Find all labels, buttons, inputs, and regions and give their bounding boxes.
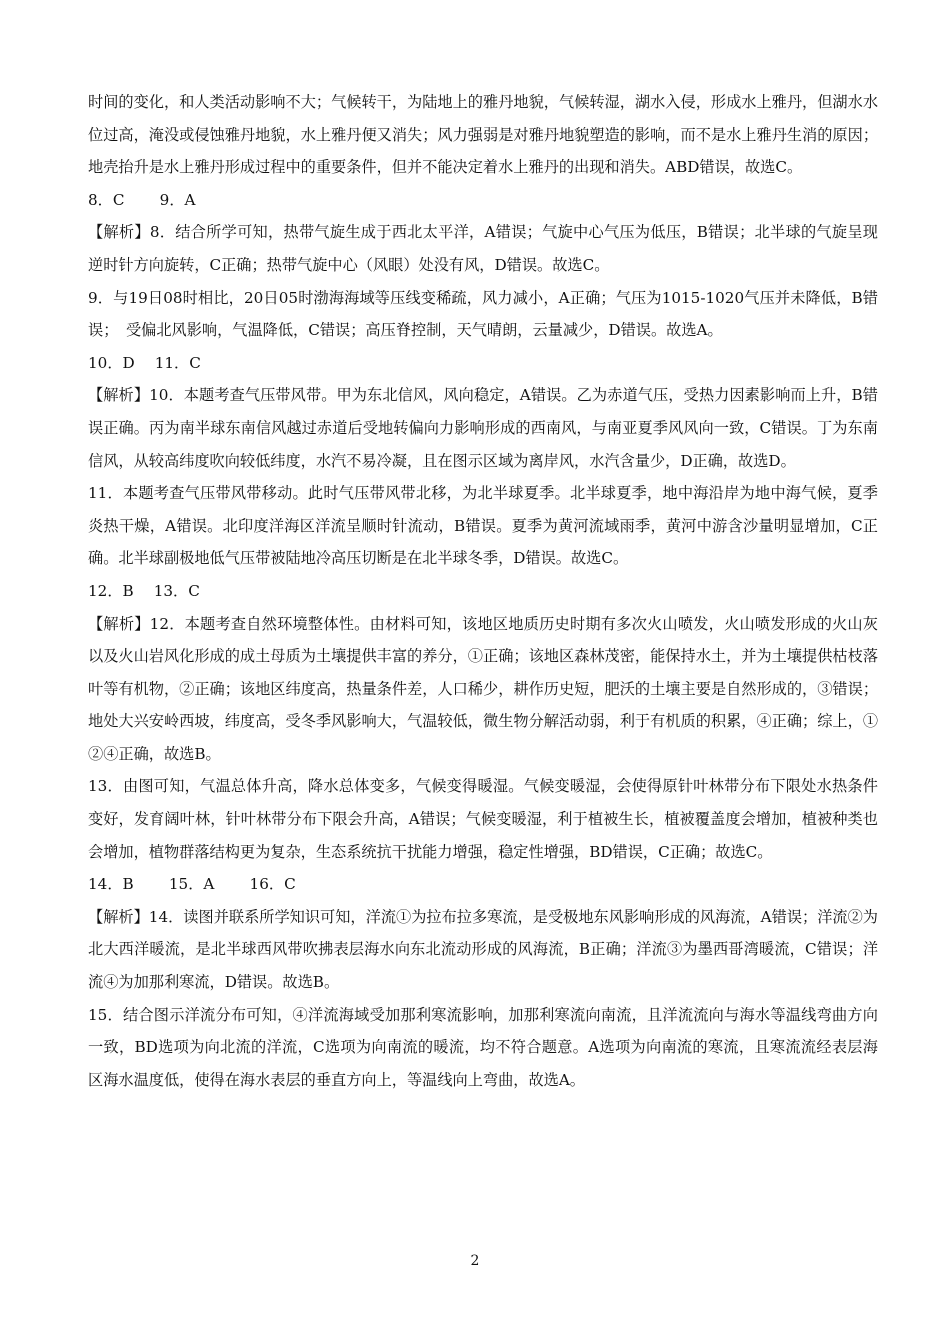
- answer-line-10-11: 10．D 11．C: [88, 353, 201, 372]
- paragraph-analysis-15: 15．结合图示洋流分布可知，④洋流海域受加那利寒流影响，加那利寒流向南流，且洋流流向与海水等温线弯曲方向一致，BD选项为向北流的洋流，C选项为向南流的暖流，均不符合题意。A选项为向南流的寒流，且寒流流经表层海区海水温度低，使得在海水表层的垂直方向上，等温线向上弯曲，故选A。: [88, 1005, 878, 1089]
- paragraph-analysis-9: 9．与19日08时相比，20日05时渤海海域等压线变稀疏，风力减小，A正确；气压为1015-1020气压并未降低，B错误； 受偏北风影响，气温降低，C错误；高压脊控制，天气晴朗，云量减少，D错误。故选A。: [88, 288, 878, 340]
- page-number: 2: [470, 1253, 480, 1269]
- paragraph-analysis-11: 11．本题考查气压带风带移动。此时气压带风带北移，为北半球夏季。北半球夏季，地中海沿岸为地中海气候，夏季炎热干燥，A错误。北印度洋海区洋流呈顺时针流动，B错误。夏季为黄河流域雨季，黄河中游含沙量明显增加，C正确。北半球副极地低气压带被陆地冷高压切断是在北半球冬季，D错误。故选C。: [88, 484, 878, 568]
- document-body: [88, 86, 878, 1096]
- paragraph-analysis-10: 【解析】10．本题考查气压带风带。甲为东北信风，风向稳定，A错误。乙为赤道气压，受热力因素影响而上升，B错误正确。丙为南半球东南信风越过赤道后受地转偏向力影响形成的西南风，与南亚夏季风风向一致，C错误。丁为东南信风，从较高纬度吹向较低纬度，水汽不易冷凝，且在图示区域为离岸风，水汽含量少，D正确，故选D。: [88, 386, 878, 470]
- paragraph-analysis-13: 13．由图可知，气温总体升高，降水总体变多，气候变得暖湿。气候变暖湿，会使得原针叶林带分布下限处水热条件变好，发育阔叶林，针叶林带分布下限会升高，A错误；气候变暖湿，利于植被生长，植被覆盖度会增加，植被种类也会增加，植物群落结构更为复杂，生态系统抗干扰能力增强，稳定性增强，BD错误，C正确；故选C。: [88, 777, 878, 861]
- paragraph-solution-7-continued: 时间的变化，和人类活动影响不大；气候转干，为陆地上的雅丹地貌，气候转湿，湖水入侵，形成水上雅丹，但湖水水位过高，淹没或侵蚀雅丹地貌，水上雅丹便又消失；风力强弱是对雅丹地貌塑造的影响，而不是水上雅丹生消的原因；地壳抬升是水上雅丹形成过程中的重要条件，但并不能决定着水上雅丹的出现和消失。ABD错误，故选C。: [88, 93, 878, 177]
- answer-line-12-13: 12．B 13．C: [88, 581, 200, 600]
- answer-line-8-9: 8．C 9．A: [88, 190, 196, 209]
- paragraph-analysis-8: 【解析】8．结合所学可知，热带气旋生成于西北太平洋，A错误；气旋中心气压为低压，B错误；北半球的气旋呈现逆时针方向旋转，C正确；热带气旋中心（风眼）处没有风，D错误。故选C。: [88, 223, 878, 274]
- paragraph-analysis-14: 【解析】14．读图并联系所学知识可知，洋流①为拉布拉多寒流，是受极地东风影响形成的风海流，A错误；洋流②为北大西洋暖流，是北半球西风带吹拂表层海水向东北流动形成的风海流，B正确；洋流③为墨西哥湾暖流，C错误；洋流④为加那利寒流，D错误。故选B。: [88, 907, 878, 992]
- paragraph-analysis-12: 【解析】12．本题考查自然环境整体性。由材料可知，该地区地质历史时期有多次火山喷发，火山喷发形成的火山灰以及火山岩风化形成的成土母质为土壤提供丰富的养分，①正确；该地区森林茂密，能保持水土，并为土壤提供枯枝落叶等有机物，②正确；该地区纬度高，热量条件差，人口稀少，耕作历史短，肥沃的土壤主要是自然形成的，③错误；地处大兴安岭西坡，纬度高，受冬季风影响大，气温较低，微生物分解活动弱，利于有机质的积累，④正确；综上，①②④正确，故选B。: [88, 614, 878, 763]
- answer-line-14-16: 14．B 15．A 16．C: [88, 875, 296, 894]
